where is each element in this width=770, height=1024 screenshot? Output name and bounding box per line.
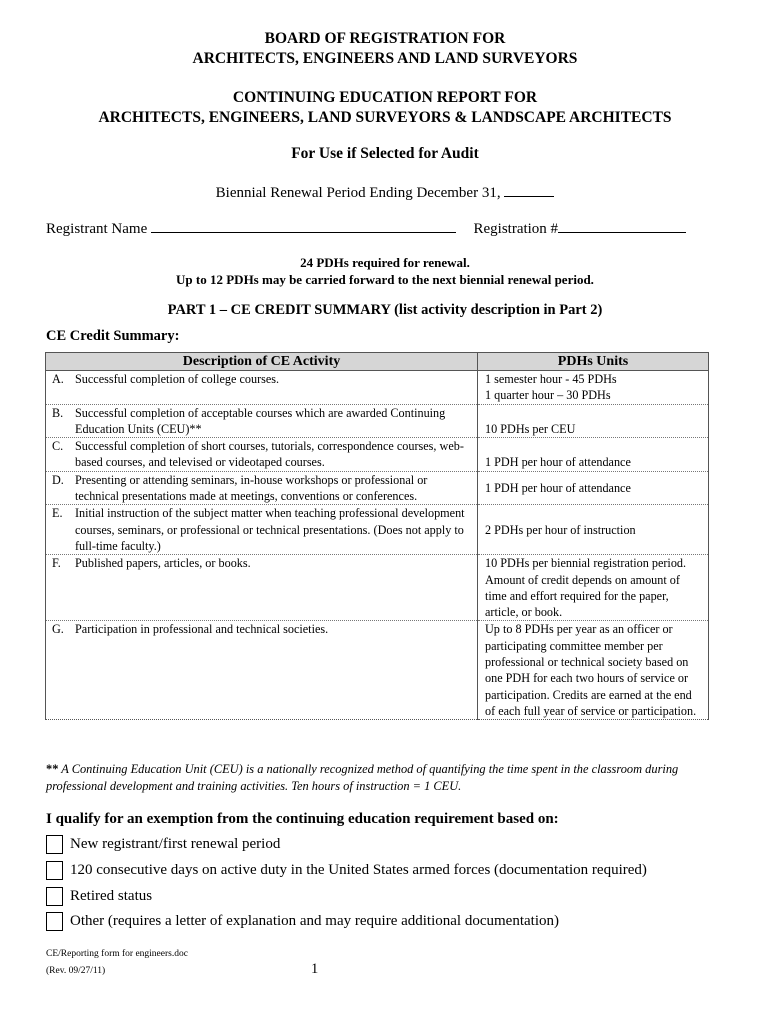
row-units: 1 semester hour - 45 PDHs: [485, 372, 617, 386]
row-description: Presenting or attending seminars, in-house workshops or professional or technical presentations made at meetings, conventions or conferences.: [75, 472, 428, 504]
exemption-checkbox[interactable]: [46, 861, 63, 880]
row-description: Successful completion of acceptable courses which are awarded Continuing Education Units (CEU)**: [75, 405, 446, 436]
footnote-text: A Continuing Education Unit (CEU) is a nationally recognized method of quantifying the time spent in the classroom during professional development and training activities. Ten hours of instruction = 1 CEU.: [46, 762, 679, 793]
ce-credit-summary-title: CE Credit Summary:: [46, 328, 180, 344]
row-description: Initial instruction of the subject matter when teaching professional development courses, seminars, or professional or technical presentations. (Does not apply to full-time faculty.): [75, 506, 465, 553]
page-number: 1: [311, 961, 319, 977]
row-letter: F.: [52, 556, 61, 571]
renewal-year-field[interactable]: [504, 183, 554, 197]
header-line-2: ARCHITECTS, ENGINEERS AND LAND SURVEYORS: [192, 50, 578, 67]
exemption-option-label: 120 consecutive days on active duty in the United States armed forces (documentation required): [70, 862, 647, 878]
row-letter: G.: [52, 622, 64, 637]
row-units: 1 quarter hour – 30 PDHs: [485, 388, 611, 403]
table-row: [46, 471, 709, 505]
table-row: [46, 438, 709, 472]
pdh-notice: [0, 254, 770, 288]
registrant-line: [46, 219, 686, 238]
exemption-checkbox[interactable]: [46, 835, 63, 854]
row-units: 1 PDH per hour of attendance: [485, 480, 631, 495]
exemption-title: I qualify for an exemption from the continuing education requirement based on:: [46, 811, 559, 827]
footer-revision: (Rev. 09/27/11): [46, 966, 106, 976]
desc-column-header: Description of CE Activity: [46, 353, 478, 371]
table-header-row: [46, 353, 709, 371]
row-units: 10 PDHs per biennial registration period. Amount of credit depends on amount of time and effort required for the paper, article, or book.: [485, 556, 687, 620]
exemption-option-label: Retired status: [70, 888, 153, 904]
ce-credit-table: [45, 352, 709, 720]
exemption-option-new-registrant[interactable]: [46, 835, 280, 854]
header-line-4: ARCHITECTS, ENGINEERS, LAND SURVEYORS & LANDSCAPE ARCHITECTS: [98, 109, 672, 126]
table-row: [46, 505, 709, 555]
row-letter: B.: [52, 405, 64, 420]
pdh-notice-line-1: 24 PDHs required for renewal.: [300, 255, 470, 270]
header-line-1: BOARD OF REGISTRATION FOR: [264, 30, 506, 47]
row-units: 2 PDHs per hour of instruction: [485, 522, 636, 537]
board-header: [0, 29, 770, 69]
table-row: [46, 621, 709, 720]
report-header: [0, 88, 770, 128]
table-row: [46, 555, 709, 621]
footer-filename: CE/Reporting form for engineers.doc: [46, 949, 188, 959]
table-row: [46, 404, 709, 438]
exemption-option-label: Other (requires a letter of explanation and may require additional documentation): [70, 913, 559, 929]
row-units: 10 PDHs per CEU: [485, 421, 576, 436]
row-letter: A.: [52, 372, 64, 386]
registrant-name-label: Registrant Name: [46, 221, 148, 237]
exemption-option-active-duty[interactable]: [46, 861, 647, 880]
renewal-period: [0, 183, 770, 202]
exemption-option-label: New registrant/first renewal period: [70, 836, 281, 852]
exemption-checkbox[interactable]: [46, 912, 63, 931]
row-units: Up to 8 PDHs per year as an officer or participating committee member per professional or technical society based on one PDH for each two hours of service or participation. Credits are earned at the end of each full year of service or participation.: [485, 622, 697, 718]
header-line-3: CONTINUING EDUCATION REPORT FOR: [232, 89, 538, 106]
row-description: Successful completion of short courses, tutorials, correspondence courses, web-based courses, and televised or videotaped courses.: [75, 439, 464, 470]
row-letter: E.: [52, 506, 63, 521]
table-row: [46, 371, 709, 405]
row-letter: C.: [52, 439, 64, 454]
exemption-option-retired[interactable]: [46, 887, 152, 906]
ceu-footnote: [46, 761, 736, 794]
registrant-name-field[interactable]: [151, 219, 456, 233]
row-description: Successful completion of college courses.: [75, 372, 280, 386]
registration-number-field[interactable]: [558, 219, 686, 233]
exemption-option-other[interactable]: [46, 912, 559, 931]
exemption-checkbox[interactable]: [46, 887, 63, 906]
pdh-notice-line-2: Up to 12 PDHs may be carried forward to the next biennial renewal period.: [176, 272, 594, 287]
registration-number-label: Registration #: [473, 221, 559, 237]
row-description: Participation in professional and technical societies.: [75, 622, 329, 637]
row-description: Published papers, articles, or books.: [75, 556, 251, 571]
part1-title: PART 1 – CE CREDIT SUMMARY (list activity description in Part 2): [167, 302, 603, 318]
audit-line: For Use if Selected for Audit: [291, 145, 479, 162]
row-units: 1 PDH per hour of attendance: [485, 455, 631, 470]
row-letter: D.: [52, 472, 64, 487]
footnote-marker: **: [46, 762, 59, 776]
units-column-header: PDHs Units: [478, 353, 709, 371]
renewal-period-label: Biennial Renewal Period Ending December 31,: [215, 185, 501, 201]
